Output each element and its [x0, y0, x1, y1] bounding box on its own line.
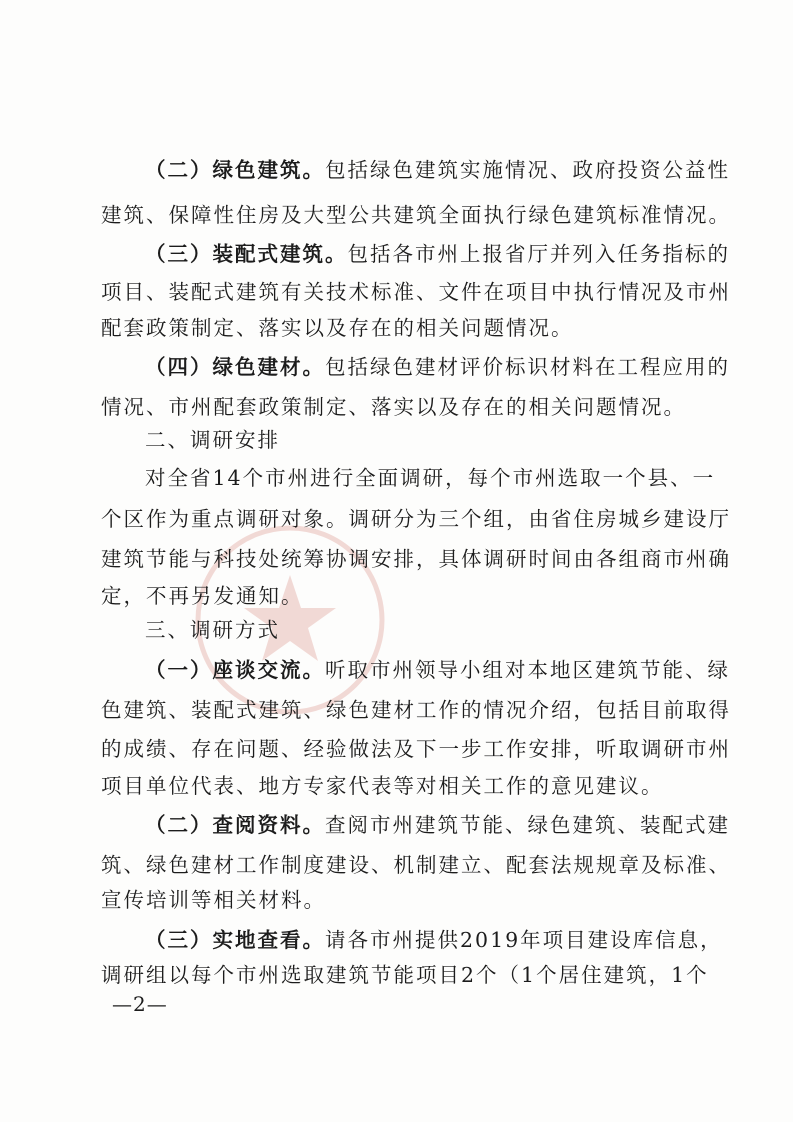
- paragraph-arrangement-line1: 对全省14个市州进行全面调研，每个市州选取一个县、一: [145, 466, 716, 490]
- paragraph-green-building-line1: （二）绿色建筑。包括绿色建筑实施情况、政府投资公益性: [145, 158, 730, 182]
- paragraph-green-building-line2: 建筑、保障性住房及大型公共建筑全面执行绿色建筑标准情况。: [101, 203, 731, 227]
- paragraph-prefab-line2: 项目、装配式建筑有关技术标准、文件在项目中执行情况及市州: [101, 280, 731, 304]
- heading-research-arrangement: 二、调研安排: [145, 428, 280, 452]
- paragraph-site-visit-line1: （三）实地查看。请各市州提供2019年项目建设库信息，: [145, 928, 723, 952]
- paragraph-prefab-line3: 配套政策制定、落实以及存在的相关问题情况。: [101, 316, 574, 340]
- paragraph-discussion-line1: （一）座谈交流。听取市州领导小组对本地区建筑节能、绿: [145, 658, 730, 682]
- section-lead: （四）绿色建材。: [145, 355, 325, 379]
- paragraph-documents-line3: 宣传培训等相关材料。: [101, 888, 326, 912]
- section-lead: （三）实地查看。: [145, 928, 325, 952]
- section-lead: （一）座谈交流。: [145, 658, 325, 682]
- paragraph-documents-line1: （二）查阅资料。查阅市州建筑节能、绿色建筑、装配式建: [145, 813, 730, 837]
- page-number: —2—: [112, 992, 168, 1016]
- paragraph-arrangement-line4: 定，不再另发通知。: [101, 584, 304, 608]
- section-lead: （二）查阅资料。: [145, 813, 325, 837]
- section-lead: （二）绿色建筑。: [145, 158, 325, 182]
- paragraph-arrangement-line2: 个区作为重点调研对象。调研分为三个组，由省住房城乡建设厅: [101, 507, 731, 531]
- paragraph-green-materials-line2: 情况、市州配套政策制定、落实以及存在的相关问题情况。: [101, 395, 686, 419]
- paragraph-documents-line2: 筑、绿色建材工作制度建设、机制建立、配套法规规章及标准、: [101, 853, 731, 877]
- paragraph-discussion-line4: 项目单位代表、地方专家代表等对相关工作的意见建议。: [101, 774, 664, 798]
- heading-research-methods: 三、调研方式: [145, 618, 280, 642]
- section-lead: （三）装配式建筑。: [145, 242, 348, 266]
- paragraph-prefab-line1: （三）装配式建筑。包括各市州上报省厅并列入任务指标的: [145, 242, 730, 266]
- paragraph-green-materials-line1: （四）绿色建材。包括绿色建材评价标识材料在工程应用的: [145, 355, 730, 379]
- paragraph-site-visit-line2: 调研组以每个市州选取建筑节能项目2个（1个居住建筑，1个: [101, 963, 709, 987]
- paragraph-arrangement-line3: 建筑节能与科技处统筹协调安排，具体调研时间由各组商市州确: [101, 547, 731, 571]
- paragraph-discussion-line2: 色建筑、装配式建筑、绿色建材工作的情况介绍，包括目前取得: [101, 698, 731, 722]
- paragraph-discussion-line3: 的成绩、存在问题、经验做法及下一步工作安排，听取调研市州: [101, 737, 731, 761]
